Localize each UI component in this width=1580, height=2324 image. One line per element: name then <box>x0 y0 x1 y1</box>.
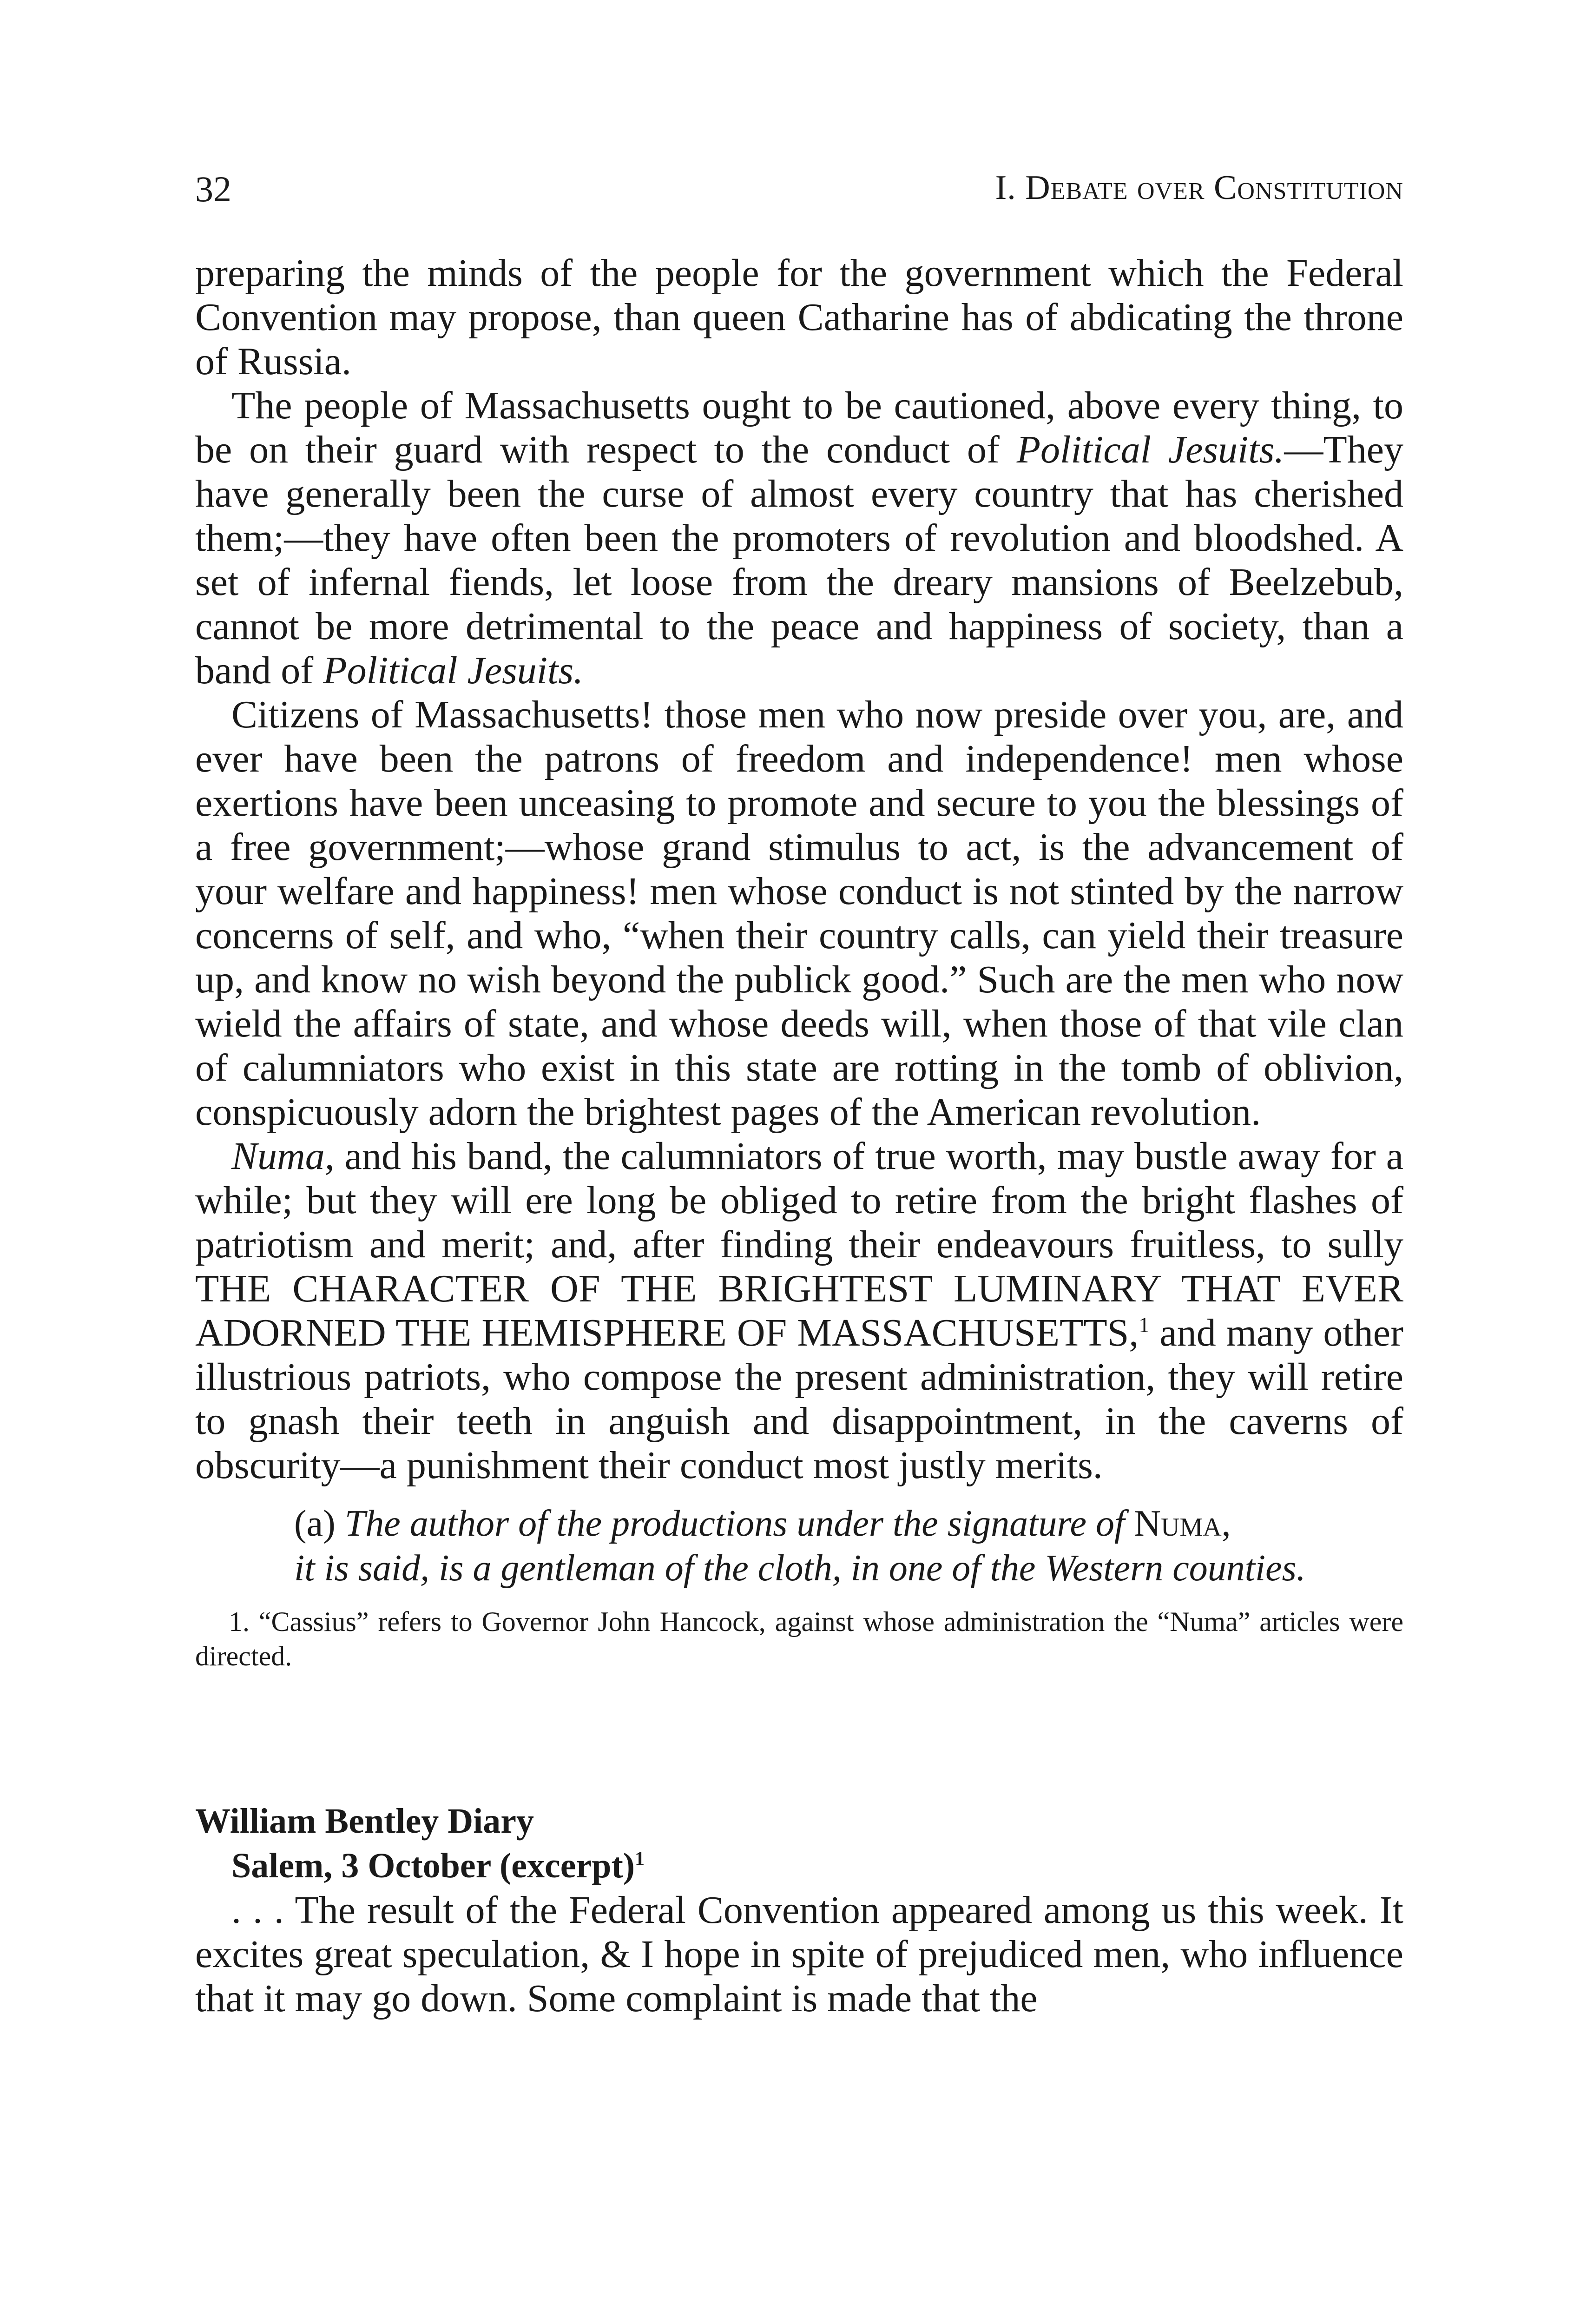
diary-heading <box>195 1799 1403 1888</box>
paragraph-4: Numa, and his band, the calumniators of true worth, may bustle away for a while; but they will ere long be obliged to retire from the bright flashes of patriotism and merit; and, after finding their endeavours fruitless, to sully THE CHARACTER OF THE BRIGHTEST LUMINARY THAT EVER ADORNED THE HEMISPHERE OF MASSACHUSETTS,$^1$ and many other illustrious patriots, who compose the present administration, they will retire to gnash their teeth in anguish and disappointment, in the caverns of obscurity—a punishment their conduct most justly merits. <box>195 1135 1403 1487</box>
diary-subtitle: Salem, 3 October (excerpt)$^1$ <box>231 1846 645 1885</box>
emphasis-political-jesuits-2: Political Jesuits. <box>323 649 584 692</box>
paragraph-1: preparing the minds of the people for the government which the Federal Convention may propose, than queen Catharine has of abdicating the throne of Russia. <box>195 251 1403 383</box>
footnote-marker: 1 <box>1139 1313 1150 1337</box>
page-number: 32 <box>195 169 231 209</box>
author-note <box>294 1501 1403 1591</box>
page-header <box>195 168 1403 215</box>
document-page <box>195 0 1403 2324</box>
paragraph-3: Citizens of Massachusetts! those men who now preside over you, are, and ever have been the patrons of freedom and independence! men whose exertions have been unceasing to promote and secure to you the blessings of a free government;—whose grand stimulus to act, is the advancement of your welfare and happiness! men whose conduct is not stinted by the narrow concerns of self, and who, “when their country calls, can yield their treasure up, and know no wish beyond the publick good.” Such are the men who now wield the affairs of state, and whose deeds will, when those of that vile clan of calumniators who exist in this state are rotting in the tomb of oblivion, conspicuously adorn the brightest pages of the American revolution. <box>195 693 1403 1134</box>
diary-text: . . . The result of the Federal Convention appeared among us this week. It excites great speculation, & I hope in spite of prejudiced men, who influence that it may go down. Some complaint is made that the <box>195 1888 1403 2020</box>
emphasis-numa: Numa, <box>231 1135 335 1178</box>
emphasis-political-jesuits: Political Jesuits. <box>1016 428 1284 471</box>
footnote: 1. “Cassius” refers to Governor John Hancock, against whose administration the “Numa” articles were directed. <box>195 1606 1403 1671</box>
author-note-line-2: it is said, is a gentleman of the cloth, in one of the Western counties. <box>294 1548 1306 1589</box>
paragraph-2: The people of Massachusetts ought to be cautioned, above every thing, to be on their guard with respect to the conduct of Political Jesuits.—They have generally been the curse of almost every country that has cherished them;—they have often been the promoters of revolution and bloodshed. A set of infernal fiends, let loose from the dreary mansions of Beelzebub, cannot be more detrimental to the peace and happiness of society, than a band of Political Jesuits. <box>195 384 1404 692</box>
running-head: I. Debate over Constitution <box>995 169 1403 207</box>
diary-title: William Bentley Diary <box>195 1802 534 1841</box>
author-note-line-1: (a) The author of the productions under the signature of Numa, <box>294 1503 1231 1544</box>
article-body <box>195 251 1403 2020</box>
